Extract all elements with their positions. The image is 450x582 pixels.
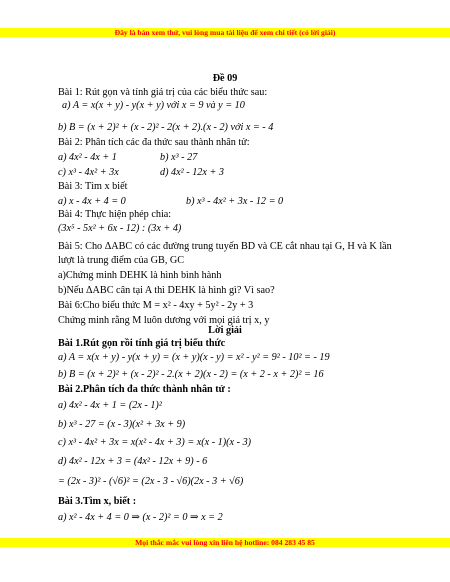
problem-6-line-2: Chứng minh rằng M luôn dương với mọi giá trị x, y: [58, 315, 270, 326]
problem-1-title: Bài 1: Rút gọn và tính giá trị của các biểu thức sau:: [58, 87, 268, 98]
problem-5-line-2: lượt là trung điểm của GB, GC: [58, 255, 185, 266]
problem-3b: b) x³ - 4x² + 3x - 12 = 0: [186, 196, 284, 207]
problem-4-expression: (3x⁵ - 5x² + 6x - 12) : (3x + 4): [58, 223, 182, 234]
solution-2d: d) 4x² - 12x + 3 = (4x² - 12x + 9) - 6: [58, 456, 208, 467]
problem-3a: a) x - 4x + 4 = 0: [58, 196, 126, 207]
problem-1a: a) A = x(x + y) - y(x + y) với x = 9 và y = 10: [62, 100, 245, 111]
problem-6-line-1: Bài 6:Cho biểu thức M = x² - 4xy + 5y² - 2y + 3: [58, 300, 254, 311]
preview-banner: Đây là bản xem thử, vui lòng mua tài liệu để xem chi tiết (có lời giải): [0, 28, 450, 37]
problem-5b: b)Nếu ΔABC cân tại A thì DEHK là hình gì? Vì sao?: [58, 285, 275, 296]
problem-2b: b) x³ - 27: [160, 152, 198, 163]
solution-1-title: Bài 1.Rút gọn rồi tính giá trị biểu thức: [58, 338, 226, 349]
problem-1b: b) B = (x + 2)² + (x - 2)² - 2(x + 2).(x - 2) với x = - 4: [58, 122, 274, 133]
solution-2-title: Bài 2.Phân tích đa thức thành nhân tử :: [58, 384, 231, 395]
problem-2d: d) 4x² - 12x + 3: [160, 167, 224, 178]
problem-3-title: Bài 3: Tìm x biết: [58, 181, 128, 192]
problem-5-line-1: Bài 5: Cho ΔABC có các đường trung tuyến BD và CE cắt nhau tại G, H và K lần: [58, 241, 392, 252]
solution-2b: b) x³ - 27 = (x - 3)(x² + 3x + 9): [58, 419, 186, 430]
solution-3a: a) x² - 4x + 4 = 0 ⇒ (x - 2)² = 0 ⇒ x = 2: [58, 512, 223, 523]
solution-1a: a) A = x(x + y) - y(x + y) = (x + y)(x - y) = x² - y² = 9² - 10² = - 19: [58, 352, 330, 363]
solution-3-title: Bài 3.Tìm x, biết :: [58, 496, 137, 507]
solution-2d-continued: = (2x - 3)² - (√6)² = (2x - 3 - √6)(2x - 3 + √6): [58, 476, 244, 487]
solution-2a: a) 4x² - 4x + 1 = (2x - 1)²: [58, 400, 162, 411]
solution-1b: b) B = (x + 2)² + (x - 2)² - 2.(x + 2)(x - 2) = (x + 2 - x + 2)² = 16: [58, 369, 324, 380]
problem-5a: a)Chứng minh DEHK là hình bình hành: [58, 270, 222, 281]
hotline-banner: Mọi thắc mắc vui lòng xin liên hệ hotline: 084 283 45 85: [0, 538, 450, 547]
problem-2-title: Bài 2: Phân tích các đa thức sau thành nhân tử:: [58, 137, 250, 148]
solution-2c: c) x³ - 4x² + 3x = x(x² - 4x + 3) = x(x - 1)(x - 3): [58, 437, 252, 448]
exam-title: Đề 09: [212, 73, 238, 84]
problem-2c: c) x³ - 4x² + 3x: [58, 167, 119, 178]
problem-2a: a) 4x² - 4x + 1: [58, 152, 117, 163]
solution-title: Lời giải: [208, 325, 242, 336]
problem-4-title: Bài 4: Thực hiện phép chia:: [58, 209, 172, 220]
